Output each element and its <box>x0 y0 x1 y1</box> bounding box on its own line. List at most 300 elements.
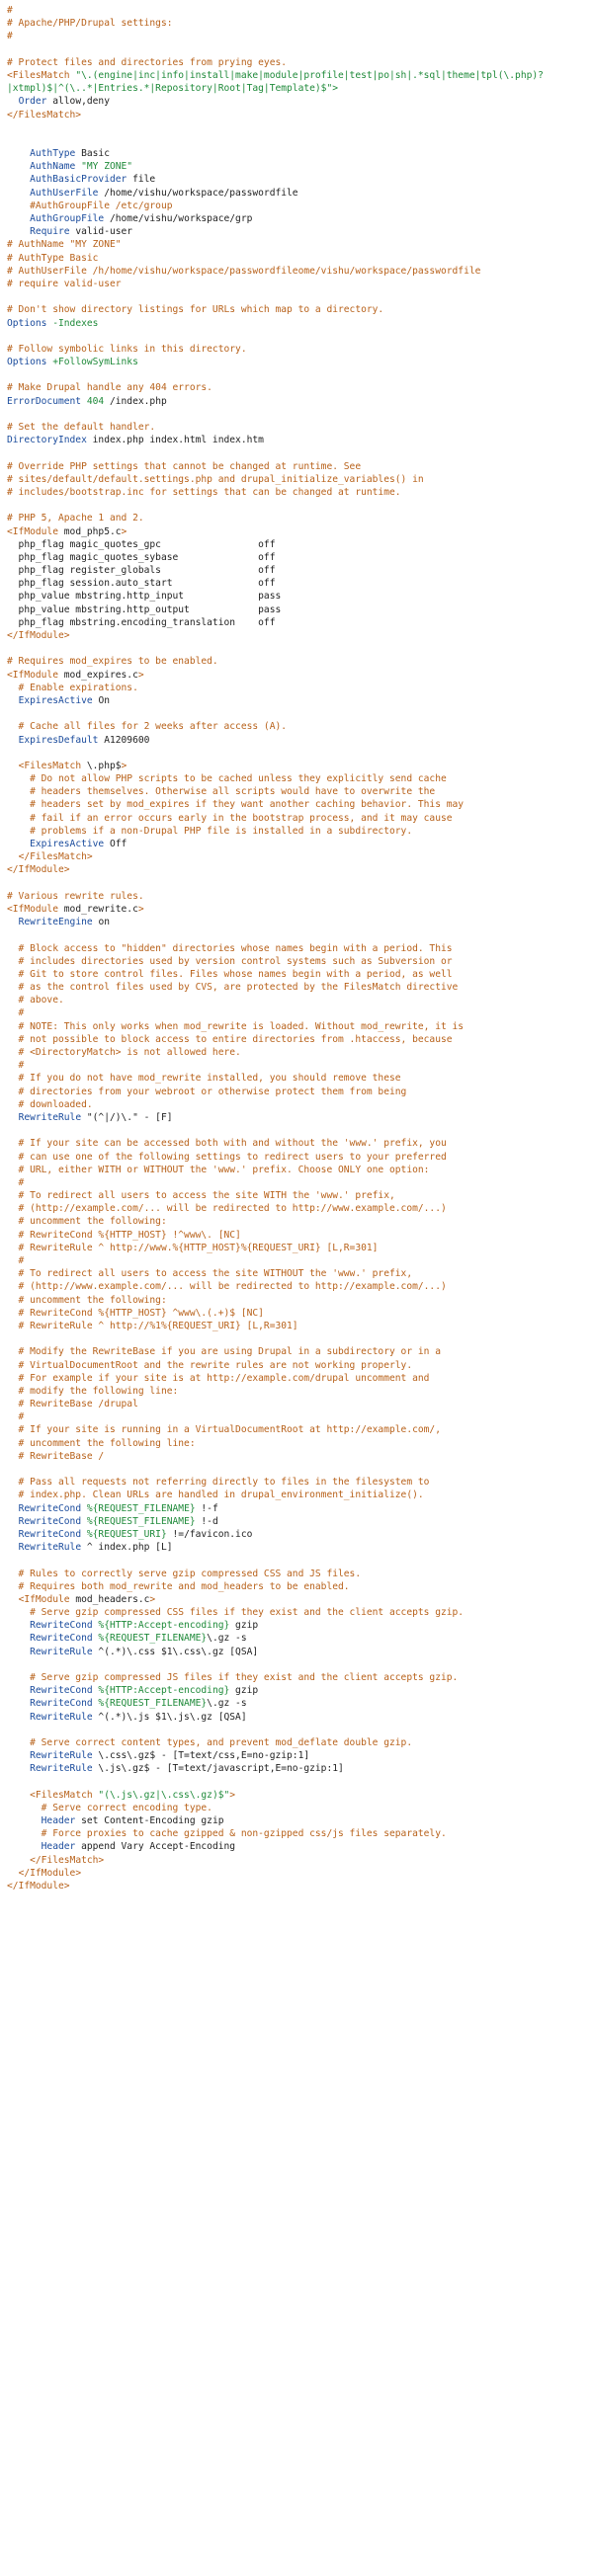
comment-text: # uncomment the following line: <box>7 1437 196 1449</box>
code-line <box>7 1372 593 1385</box>
code-line <box>7 238 593 251</box>
plain-text <box>7 1815 42 1826</box>
plain-text: php_value mbstring.http_input pass <box>7 591 282 603</box>
comment-text: # uncomment the following: <box>7 1216 167 1228</box>
comment-text: # Enable expirations. <box>7 682 138 693</box>
code-line <box>7 1202 593 1215</box>
comment-text: # NOTE: This only works when mod_rewrite is loaded. Without mod_rewrite, it is <box>7 1020 465 1032</box>
code-line <box>7 942 593 955</box>
comment-text: # <box>7 31 13 42</box>
code-line <box>7 1020 593 1033</box>
code-line <box>7 1541 593 1554</box>
directive-text: RewriteRule <box>30 1763 99 1775</box>
plain-text: \.js\.gz$ - [T=text/javascript,E=no-gzip:1] <box>98 1763 344 1775</box>
comment-text: # URL, either WITH or WITHOUT the 'www.' prefix. Choose ONLY one option: <box>7 1164 430 1175</box>
code-line <box>7 30 593 42</box>
code-line <box>7 1189 593 1202</box>
comment-text: # Various rewrite rules. <box>7 890 144 902</box>
code-line <box>7 604 593 616</box>
plain-text: Off <box>109 839 127 849</box>
comment-text: # Override PHP settings that cannot be changed at runtime. See <box>7 460 362 472</box>
plain-text <box>7 839 30 849</box>
comment-text: # directories from your webroot or otherwise protect them from being <box>7 1086 407 1097</box>
code-line <box>7 890 593 903</box>
comment-text: # above. <box>7 995 64 1006</box>
code-line <box>7 747 593 760</box>
plain-text: set Content-Encoding gzip <box>81 1815 224 1827</box>
code-line <box>7 1086 593 1098</box>
plain-text: \.php$ <box>86 760 122 771</box>
plain-text <box>7 1516 19 1527</box>
plain-text <box>7 1712 30 1723</box>
plain-text: mod_rewrite.c <box>63 903 138 915</box>
code-line <box>7 356 593 368</box>
plain-text: ^(.*)\.css $1\.css\.gz [QSA] <box>98 1646 259 1657</box>
code-line <box>7 434 593 446</box>
code-line <box>7 1229 593 1242</box>
code-line <box>7 694 593 707</box>
plain-text: gzip <box>229 1685 259 1697</box>
comment-text: # AuthName "MY ZONE" <box>7 239 122 251</box>
code-line <box>7 928 593 941</box>
comment-text: # not possible to block access to entire directories from .htaccess, because <box>7 1033 453 1045</box>
plain-text: ^(.*)\.js $1\.js\.gz [QSA] <box>98 1711 247 1723</box>
plain-text <box>7 1685 30 1696</box>
plain-text: !-f <box>195 1502 218 1514</box>
comment-text: # If you do not have mod_rewrite installed, you should remove these <box>7 1073 401 1085</box>
code-line <box>7 1580 593 1593</box>
comment-text: # <box>7 1411 25 1423</box>
code-line <box>7 343 593 356</box>
code-line <box>7 1789 593 1802</box>
plain-text <box>7 1841 42 1852</box>
tag-text: </IfModule> <box>18 1867 82 1879</box>
plain-text: index.php index.html index.htm <box>92 435 264 446</box>
plain-text: php_flag session.auto_start off <box>7 578 276 590</box>
value-text: "\.(engine|inc|info|install|make|module|profile|test|po|sh|.*sql|theme|tpl(\.php)? <box>75 69 544 81</box>
directive-text: RewriteCond <box>18 1502 87 1514</box>
plain-text <box>7 1763 30 1774</box>
comment-text: # headers themselves. Otherwise all scripts would have to overwrite the <box>7 786 436 798</box>
code-line <box>7 1463 593 1476</box>
value-text: +FollowSymLinks <box>52 357 138 368</box>
comment-text: # Requires both mod_rewrite and mod_headers to be enabled. <box>7 1580 350 1592</box>
code-line <box>7 69 593 82</box>
comment-text: # If your site can be accessed both with and without the 'www.' prefix, you <box>7 1138 447 1150</box>
code-line <box>7 538 593 551</box>
plain-text: "(^|/)\." - [F] <box>86 1111 173 1123</box>
plain-text: \.gz -s <box>207 1633 247 1645</box>
tag-text: <IfModule <box>18 1593 76 1605</box>
code-line <box>7 1111 593 1124</box>
plain-text: php_value mbstring.http_output pass <box>7 604 282 615</box>
plain-text: \.css\.gz$ - [T=text/css,E=no-gzip:1] <box>98 1750 310 1762</box>
code-line <box>7 981 593 994</box>
plain-text <box>7 174 30 185</box>
directive-text: RewriteRule <box>18 1542 87 1554</box>
directive-text: RewriteRule <box>18 1111 87 1123</box>
plain-text <box>7 735 19 746</box>
directive-text: Header <box>41 1841 82 1853</box>
code-line <box>7 499 593 512</box>
code-line <box>7 56 593 69</box>
plain-text <box>7 917 19 927</box>
code-line <box>7 1593 593 1606</box>
value-text: %{HTTP:Accept-encoding} <box>98 1685 230 1697</box>
code-line <box>7 109 593 121</box>
code-line <box>7 1267 593 1280</box>
directive-text: Require <box>30 226 76 238</box>
plain-text <box>7 1868 19 1879</box>
code-line <box>7 95 593 108</box>
value-text: "(\.js\.gz|\.css\.gz)$" <box>98 1789 230 1801</box>
code-line <box>7 590 593 603</box>
code-line <box>7 734 593 747</box>
comment-text: # Git to store control files. Files whose names begin with a period, as well <box>7 968 453 980</box>
directive-text: RewriteCond <box>30 1633 99 1645</box>
code-line <box>7 43 593 56</box>
code-line <box>7 173 593 186</box>
tag-text: <FilesMatch <box>18 760 87 771</box>
plain-text: A1209600 <box>104 734 150 746</box>
plain-text: Basic <box>81 148 110 160</box>
comment-text: # Serve correct encoding type. <box>7 1802 212 1813</box>
code-line <box>7 1176 593 1189</box>
comment-text: # (http://www.example.com/... will be redirected to http://example.com/...) <box>7 1281 447 1293</box>
code-line <box>7 968 593 981</box>
comment-text: # Don't show directory listings for URLs which map to a directory. <box>7 304 384 316</box>
plain-text <box>7 695 19 706</box>
code-line <box>7 1880 593 1892</box>
comment-text: # For example if your site is at http://example.com/drupal uncomment and <box>7 1372 430 1384</box>
directive-text: Options <box>7 317 53 329</box>
tag-text: </IfModule> <box>7 1881 70 1892</box>
comment-text: # AuthUserFile /h/home/vishu/workspace/passwordfileome/vishu/workspace/passwordfile <box>7 265 481 277</box>
code-line <box>7 642 593 655</box>
code-line <box>7 486 593 499</box>
plain-text <box>7 213 30 224</box>
comment-text: # Serve correct content types, and prevent mod_deflate double gzip. <box>7 1736 413 1748</box>
directive-text: AuthGroupFile <box>30 213 110 224</box>
code-line <box>7 1671 593 1684</box>
code-line <box>7 303 593 316</box>
code-line <box>7 1332 593 1345</box>
value-text: 404 <box>86 395 110 407</box>
code-line <box>7 1697 593 1710</box>
code-line <box>7 1280 593 1293</box>
value-text: %{REQUEST_FILENAME} <box>98 1633 208 1645</box>
directive-text: RewriteCond <box>18 1515 87 1527</box>
code-line <box>7 877 593 890</box>
code-line <box>7 473 593 486</box>
code-line <box>7 1814 593 1827</box>
comment-text: # fail if an error occurs early in the bootstrap process, and it may cause <box>7 812 453 824</box>
comment-text: # RewriteRule ^ http://%1%{REQUEST_URI} [L,R=301] <box>7 1320 298 1331</box>
code-line <box>7 317 593 330</box>
code-line <box>7 564 593 577</box>
comment-text: # problems if a non-Drupal PHP file is installed in a subdirectory. <box>7 825 413 837</box>
plain-text: \.gz -s <box>207 1698 247 1710</box>
plain-text: gzip <box>229 1620 259 1632</box>
code-line <box>7 1254 593 1267</box>
plain-text: append Vary Accept-Encoding <box>81 1841 236 1853</box>
comment-text: # as the control files used by CVS, are protected by the FilesMatch directive <box>7 982 459 994</box>
comment-text: # RewriteBase / <box>7 1450 105 1462</box>
code-line <box>7 1854 593 1867</box>
code-line <box>7 1059 593 1072</box>
directive-text: AuthBasicProvider <box>30 174 133 186</box>
comment-text: # <DirectoryMatch> is not allowed here. <box>7 1047 241 1058</box>
comment-text: # RewriteBase /drupal <box>7 1399 138 1410</box>
tag-text: </FilesMatch> <box>18 851 93 863</box>
code-line <box>7 798 593 811</box>
code-line <box>7 1762 593 1775</box>
comment-text: # Block access to "hidden" directories whose names begin with a period. This <box>7 942 453 954</box>
comment-text: # includes/bootstrap.inc for settings that can be changed at runtime. <box>7 486 401 498</box>
code-line <box>7 147 593 160</box>
code-line <box>7 916 593 928</box>
plain-text: php_flag magic_quotes_gpc off <box>7 538 276 550</box>
value-text: %{REQUEST_URI} <box>86 1528 167 1540</box>
comment-text: # downloaded. <box>7 1098 93 1110</box>
directive-text: ExpiresDefault <box>18 734 105 746</box>
comment-text: # Do not allow PHP scripts to be cached unless they explicitly send cache <box>7 773 447 785</box>
directive-text: AuthType <box>30 148 82 160</box>
code-line <box>7 1515 593 1528</box>
plain-text <box>7 1112 19 1123</box>
plain-text: on <box>98 917 110 928</box>
tag-text: > <box>149 1593 156 1605</box>
code-line <box>7 1294 593 1307</box>
code-line <box>7 1749 593 1762</box>
code-line <box>7 200 593 212</box>
code-line <box>7 1151 593 1164</box>
code-line <box>7 1398 593 1410</box>
code-line <box>7 1215 593 1228</box>
code-line <box>7 368 593 381</box>
tag-text: > <box>121 525 127 537</box>
comment-text: # Rules to correctly serve gzip compressed CSS and JS files. <box>7 1568 362 1579</box>
code-line <box>7 225 593 238</box>
comment-text: # <box>7 5 13 16</box>
code-line <box>7 134 593 147</box>
comment-text: # sites/default/default.settings.php and drupal_initialize_variables() in <box>7 473 424 485</box>
value-text: |xtmpl)$|^(\..*|Entries.*|Repository|Root|Tag|Template)$"> <box>7 83 339 95</box>
directive-text: RewriteCond <box>18 1528 87 1540</box>
comment-text: # RewriteCond %{HTTP_HOST} ^www\.(.+)$ [NC] <box>7 1307 264 1319</box>
plain-text <box>7 1542 19 1553</box>
code-line <box>7 421 593 434</box>
comment-text: # <box>7 1176 25 1188</box>
comment-text: # AuthType Basic <box>7 252 99 264</box>
code-line <box>7 1137 593 1150</box>
tag-text: <FilesMatch <box>30 1789 99 1801</box>
code-line <box>7 655 593 668</box>
directive-text: Options <box>7 357 53 368</box>
comment-text: # If your site is running in a VirtualDocumentRoot at http://example.com/, <box>7 1424 441 1436</box>
code-line <box>7 1307 593 1320</box>
code-line <box>7 265 593 278</box>
plain-text: /index.php <box>109 395 167 407</box>
code-line <box>7 1385 593 1398</box>
code-line <box>7 1033 593 1046</box>
code-line <box>7 330 593 343</box>
comment-text: # Serve gzip compressed CSS files if they exist and the client accepts gzip. <box>7 1607 465 1619</box>
code-line <box>7 1072 593 1085</box>
code-line <box>7 616 593 629</box>
code-line <box>7 1568 593 1580</box>
code-line <box>7 446 593 459</box>
code-line <box>7 629 593 642</box>
code-line <box>7 1632 593 1645</box>
code-line <box>7 1606 593 1619</box>
code-line <box>7 1802 593 1814</box>
plain-text <box>7 851 19 862</box>
plain-text <box>7 1529 19 1540</box>
directive-text: RewriteRule <box>30 1711 99 1723</box>
tag-text: </IfModule> <box>7 630 70 641</box>
code-line <box>7 1450 593 1463</box>
value-text: %{REQUEST_FILENAME} <box>86 1502 196 1514</box>
tag-text: <IfModule <box>7 903 64 915</box>
code-line <box>7 160 593 173</box>
code-line <box>7 1528 593 1541</box>
plain-text: ^ index.php [L] <box>86 1542 173 1554</box>
comment-text: # headers set by mod_expires if they want another caching behavior. This may <box>7 799 465 811</box>
code-line <box>7 955 593 968</box>
code-line <box>7 1736 593 1749</box>
plain-text: php_flag magic_quotes_sybase off <box>7 551 276 563</box>
value-text: %{HTTP:Accept-encoding} <box>98 1620 230 1632</box>
tag-text: > <box>137 669 144 681</box>
code-line <box>7 1359 593 1372</box>
code-line <box>7 994 593 1006</box>
plain-text <box>7 1698 30 1709</box>
code-line <box>7 825 593 838</box>
comment-text: # Apache/PHP/Drupal settings: <box>7 18 173 30</box>
comment-text: # To redirect all users to access the site WITH the 'www.' prefix, <box>7 1190 395 1202</box>
directive-text: RewriteEngine <box>18 917 99 928</box>
value-text: "MY ZONE" <box>81 161 133 173</box>
code-line <box>7 850 593 863</box>
plain-text <box>7 1790 30 1801</box>
code-line <box>7 408 593 421</box>
comment-text: # can use one of the following settings to redirect users to your preferred <box>7 1151 447 1163</box>
code-line <box>7 525 593 538</box>
directive-text: RewriteCond <box>30 1698 99 1710</box>
tag-text: > <box>137 903 144 915</box>
code-line <box>7 772 593 785</box>
code-line <box>7 1776 593 1789</box>
comment-text: # uncomment the following: <box>7 1294 167 1306</box>
code-line <box>7 838 593 850</box>
directive-text: RewriteCond <box>30 1685 99 1697</box>
comment-text: # Protect files and directories from prying eyes. <box>7 56 288 68</box>
code-line <box>7 512 593 524</box>
tag-text: > <box>121 760 127 771</box>
plain-text: php_flag mbstring.encoding_translation off <box>7 616 276 628</box>
directive-text: RewriteCond <box>30 1620 99 1632</box>
comment-text: # (http://example.com/... will be redirected to http://www.example.com/...) <box>7 1203 447 1215</box>
code-line <box>7 903 593 916</box>
directive-text: Order <box>18 96 53 108</box>
comment-text: # <box>7 1255 25 1266</box>
plain-text <box>7 161 30 172</box>
code-line <box>7 760 593 772</box>
tag-text: </FilesMatch> <box>7 109 82 121</box>
comment-text: # Cache all files for 2 weeks after access (A). <box>7 721 288 733</box>
code-line <box>7 1098 593 1111</box>
plain-text: file <box>132 174 156 186</box>
code-line <box>7 1124 593 1137</box>
plain-text <box>7 1647 30 1657</box>
comment-text: # Make Drupal handle any 404 errors. <box>7 382 212 394</box>
plain-text: !=/favicon.ico <box>166 1528 253 1540</box>
code-line <box>7 1711 593 1724</box>
code-line <box>7 1658 593 1671</box>
directive-text: RewriteRule <box>30 1750 99 1762</box>
code-line <box>7 290 593 303</box>
code-line <box>7 1502 593 1515</box>
directive-text: AuthName <box>30 161 82 173</box>
code-line <box>7 577 593 590</box>
plain-text: mod_expires.c <box>63 669 138 681</box>
code-line <box>7 1320 593 1332</box>
code-line <box>7 551 593 564</box>
tag-text: <IfModule <box>7 669 64 681</box>
comment-text: # require valid-user <box>7 278 122 289</box>
directive-text: ErrorDocument <box>7 395 87 407</box>
code-line <box>7 1827 593 1840</box>
comment-text: # <box>7 1060 25 1072</box>
plain-text <box>7 201 30 211</box>
plain-text: valid-user <box>75 226 133 238</box>
code-line <box>7 669 593 682</box>
plain-text: !-d <box>195 1515 218 1527</box>
code-line <box>7 785 593 798</box>
comment-text: # Set the default handler. <box>7 422 156 433</box>
code-line <box>7 278 593 290</box>
code-line <box>7 1046 593 1059</box>
plain-text: mod_headers.c <box>75 1593 150 1605</box>
code-line <box>7 1410 593 1423</box>
plain-text: /home/vishu/workspace/passwordfile <box>104 187 298 199</box>
code-line <box>7 1437 593 1450</box>
plain-text <box>7 1620 30 1631</box>
code-line <box>7 1684 593 1697</box>
code-line <box>7 1242 593 1254</box>
code-line <box>7 1423 593 1436</box>
value-text: %{REQUEST_FILENAME} <box>86 1515 196 1527</box>
plain-text <box>7 1594 19 1605</box>
tag-text: </IfModule> <box>7 864 70 876</box>
value-text: %{REQUEST_FILENAME} <box>98 1698 208 1710</box>
tag-text: </FilesMatch> <box>30 1854 105 1866</box>
code-line <box>7 395 593 408</box>
code-line <box>7 212 593 225</box>
comment-text: # <box>7 1007 25 1019</box>
tag-text: <IfModule <box>7 525 64 537</box>
comment-text: # PHP 5, Apache 1 and 2. <box>7 513 144 524</box>
plain-text: /home/vishu/workspace/grp <box>109 213 253 224</box>
tag-text: > <box>229 1789 236 1801</box>
tag-text: <FilesMatch <box>7 69 76 81</box>
code-line <box>7 4 593 17</box>
code-line <box>7 1476 593 1489</box>
comment-text: # To redirect all users to access the site WITHOUT the 'www.' prefix, <box>7 1268 413 1280</box>
comment-text: # Requires mod_expires to be enabled. <box>7 656 218 668</box>
code-line <box>7 460 593 473</box>
